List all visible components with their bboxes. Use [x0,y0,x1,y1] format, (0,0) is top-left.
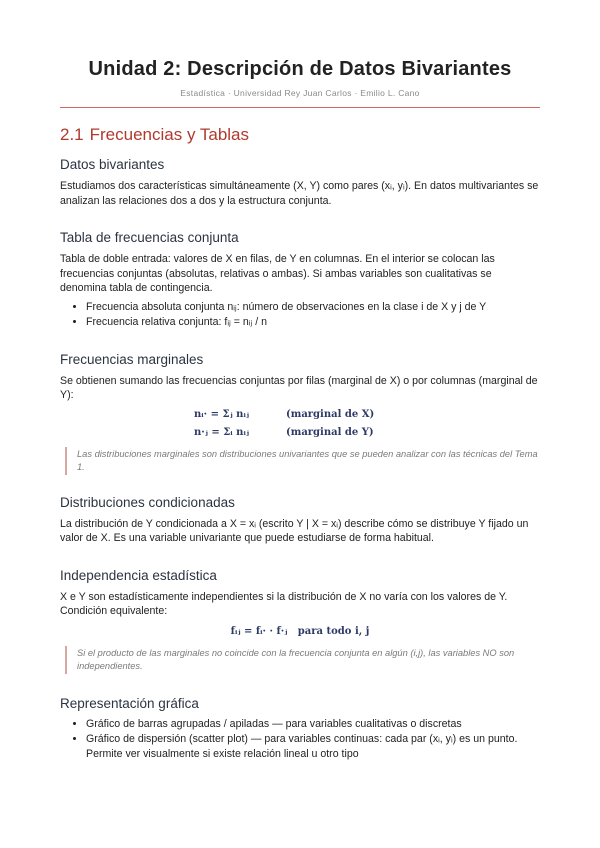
heading-independencia: Independencia estadística [60,567,217,583]
note-independencia: Si el producto de las marginales no coincide con la frecuencia conjunta en algún (i,j), las variables NO son independientes. [65,646,540,674]
heading-frecuencias-marginales: Frecuencias marginales [60,351,204,367]
formula-expression: n·ⱼ = Σᵢ nᵢⱼ [194,426,249,438]
paragraph-distribuciones-condicionadas: La distribución de Y condicionada a X = xᵢ (escrito Y | X = xᵢ) describe cómo se distribuye Y fijado un valor de X. Es una variable univariante que puede estudiarse de forma habitual. [60,517,529,544]
heading-distribuciones-condicionadas: Distribuciones condicionadas [60,494,235,510]
formula-independencia: fᵢⱼ = fᵢ· · f·ⱼ para todo i, j [230,625,370,637]
note-marginales: Las distribuciones marginales son distribuciones univariantes que se pueden analizar con las técnicas del Tema 1. [65,447,540,475]
formula-expression: nᵢ· = Σⱼ nᵢⱼ [194,408,249,420]
formula-marginal-x [60,406,540,424]
paragraph-independencia: X e Y son estadísticamente independientes si la distribución de X no varía con los valores de Y. Condición equivalente: [60,590,508,617]
paragraph-frecuencias-marginales: Se obtienen sumando las frecuencias conjuntas por filas (marginal de X) o por columnas (marginal de Y): [60,374,538,401]
heading-representacion-grafica: Representación gráfica [60,695,199,711]
heading-datos-bivariantes: Datos bivariantes [60,157,165,172]
list-item: • Frecuencia absoluta conjunta nᵢⱼ: número de observaciones en la clase i de X y j de Y [86,300,540,315]
section-heading [60,125,540,145]
formula-marginal-y [60,424,540,442]
document-title: Unidad 2: Descripción de Datos Bivariantes [88,58,512,80]
list-item: • Frecuencia relativa conjunta: fᵢⱼ = nᵢⱼ / n [86,315,540,330]
list-representacion-grafica [60,717,540,762]
list-tabla-frecuencias [60,300,540,330]
section-number: 2.1 [60,125,84,144]
paragraph-datos-bivariantes: Estudiamos dos características simultáneamente (X, Y) como pares (xᵢ, yᵢ). En datos multivariantes se analizan las relaciones dos a dos y la estructura conjunta. [60,180,539,207]
list-item: • Gráfico de dispersión (scatter plot) — para variables continuas: cada par (xᵢ, yᵢ) es un punto. Permite ver visualmente si existe relación lineal u otro tipo [86,732,540,762]
heading-tabla-frecuencias: Tabla de frecuencias conjunta [60,230,239,245]
section-title: Frecuencias y Tablas [89,125,250,144]
paragraph-tabla-frecuencias: Tabla de doble entrada: valores de X en filas, de Y en columnas. En el interior se colocan las frecuencias conjuntas (absolutas, relativas o ambas). Si ambas variables son cualitativas se denomina tabla de contingencia. [60,253,495,294]
header-divider [60,107,540,108]
list-item: • Gráfico de barras agrupadas / apiladas — para variables cualitativas o discretas [86,717,540,732]
formula-label: (marginal de Y) [286,426,374,438]
document-subtitle: Estadística · Universidad Rey Juan Carlos · Emilio L. Cano [180,88,420,98]
formula-label: (marginal de X) [286,408,375,420]
